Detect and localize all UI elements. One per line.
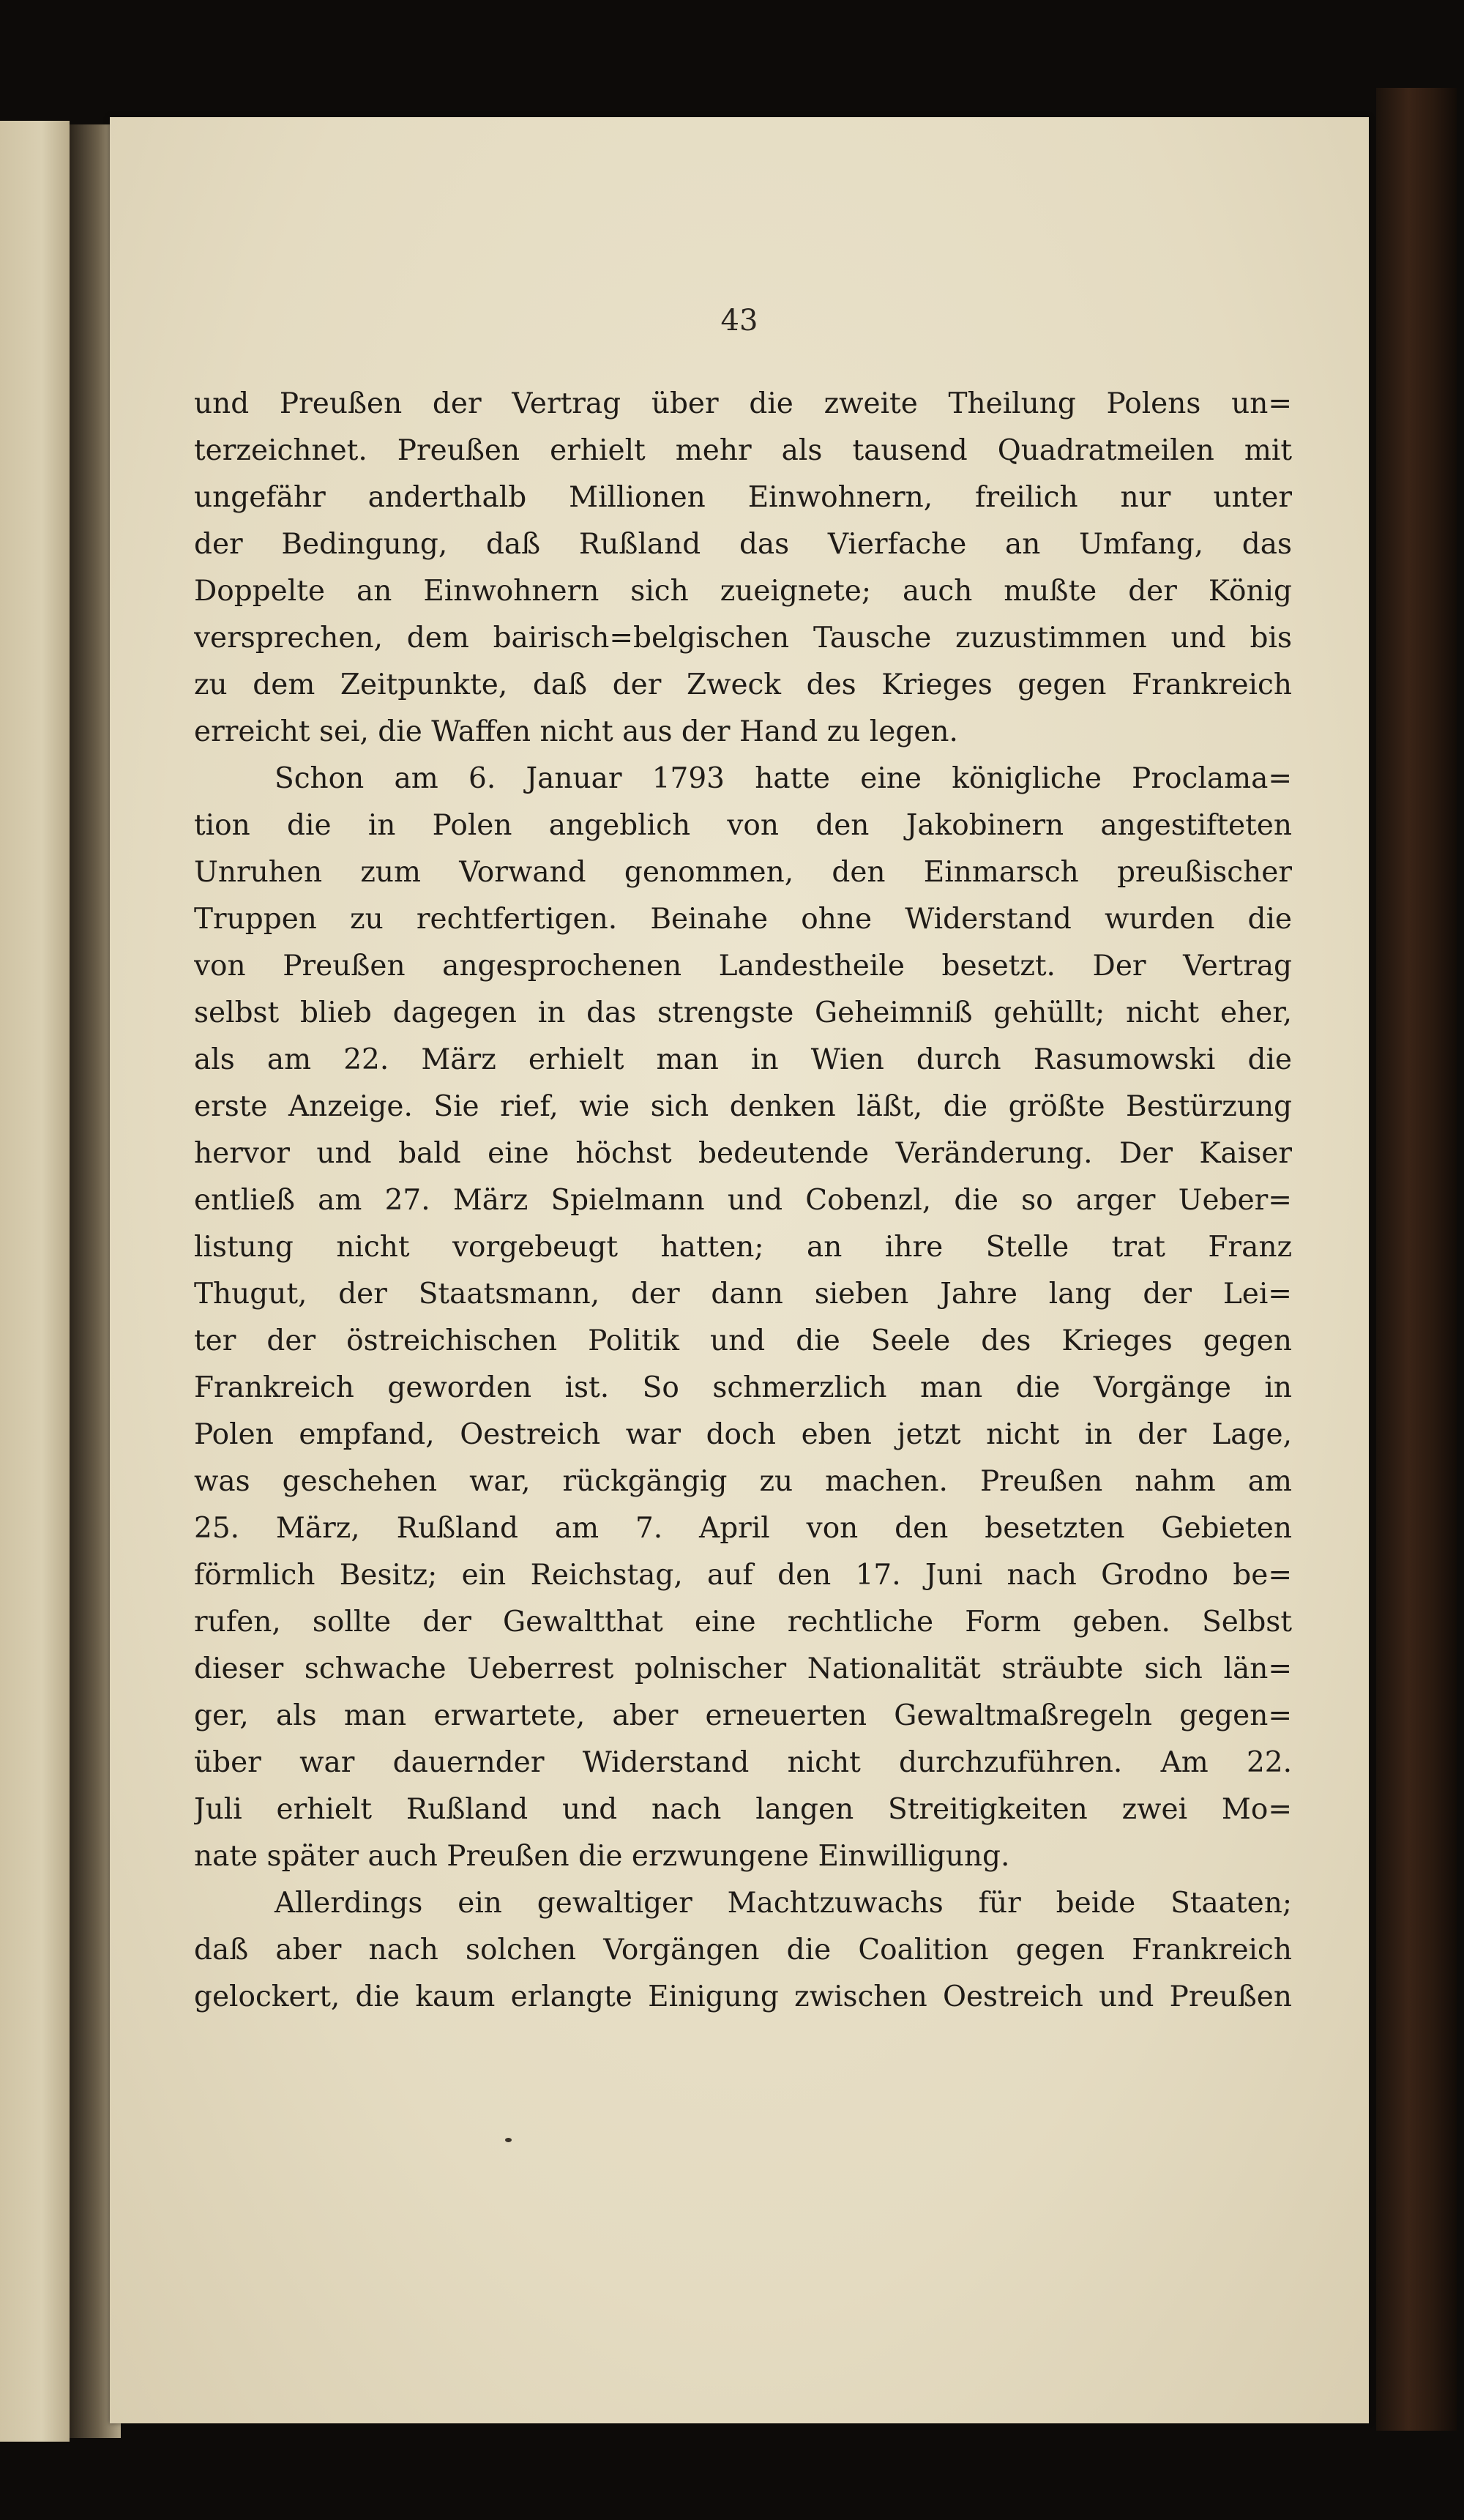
paragraph (194, 1880, 1292, 2021)
text-line: von Preußen angesprochenen Landestheile besetzt. Der Vertrag (194, 950, 1292, 983)
ink-speck (505, 2138, 512, 2142)
text-line: rufen, sollte der Gewaltthat eine rechtliche Form geben. Selbst (194, 1606, 1292, 1639)
text-line: Allerdings ein gewaltiger Machtzuwachs für beide Staaten; (274, 1887, 1292, 1920)
text-line: als am 22. März erhielt man in Wien durch Rasumowski die (194, 1043, 1292, 1076)
paragraph (194, 756, 1292, 1880)
page-number: 43 (720, 304, 758, 338)
text-line: der Bedingung, daß Rußland das Vierfache an Umfang, das (194, 528, 1292, 561)
text-line: Polen empfand, Oestreich war doch eben jetzt nicht in der Lage, (194, 1418, 1292, 1451)
text-line: förmlich Besitz; ein Reichstag, auf den 17. Juni nach Grodno be= (194, 1559, 1292, 1592)
text-line: Schon am 6. Januar 1793 hatte eine königliche Proclama= (274, 762, 1292, 795)
text-line: Frankreich geworden ist. So schmerzlich man die Vorgänge in (194, 1371, 1292, 1404)
text-line: ger, als man erwartete, aber erneuerten Gewaltmaßregeln gegen= (194, 1699, 1292, 1732)
text-line: terzeichnet. Preußen erhielt mehr als tausend Quadratmeilen mit (194, 434, 1292, 467)
book-page (110, 117, 1369, 2423)
text-line: entließ am 27. März Spielmann und Cobenzl, die so arger Ueber= (194, 1184, 1292, 1217)
text-line: Truppen zu rechtfertigen. Beinahe ohne Widerstand wurden die (194, 903, 1292, 936)
book-cover-edge (1376, 88, 1457, 2431)
text-line: daß aber nach solchen Vorgängen die Coalition gegen Frankreich (194, 1934, 1292, 1967)
text-line: tion die in Polen angeblich von den Jakobinern angestifteten (194, 809, 1292, 842)
text-line: versprechen, dem bairisch=belgischen Tausche zuzustimmen und bis (194, 622, 1292, 655)
text-line: listung nicht vorgebeugt hatten; an ihre Stelle trat Franz (194, 1231, 1292, 1264)
text-line: zu dem Zeitpunkte, daß der Zweck des Krieges gegen Frankreich (194, 668, 1292, 701)
text-line: Juli erhielt Rußland und nach langen Streitigkeiten zwei Mo= (194, 1793, 1292, 1826)
text-line: nate später auch Preußen die erzwungene Einwilligung. (194, 1840, 1010, 1873)
text-line: ter der östreichischen Politik und die Seele des Krieges gegen (194, 1324, 1292, 1357)
text-line: was geschehen war, rückgängig zu machen. Preußen nahm am (194, 1465, 1292, 1498)
text-line: Thugut, der Staatsmann, der dann sieben Jahre lang der Lei= (194, 1278, 1292, 1311)
text-line: 25. März, Rußland am 7. April von den besetzten Gebieten (194, 1512, 1292, 1545)
text-line: und Preußen der Vertrag über die zweite Theilung Polens un= (194, 387, 1292, 420)
text-line: über war dauernder Widerstand nicht durchzuführen. Am 22. (194, 1746, 1292, 1779)
body-text (194, 381, 1292, 2021)
facing-page-edge (0, 121, 70, 2442)
text-line: hervor und bald eine höchst bedeutende Veränderung. Der Kaiser (194, 1137, 1292, 1170)
text-line: Unruhen zum Vorwand genommen, den Einmarsch preußischer (194, 856, 1292, 889)
text-line: Doppelte an Einwohnern sich zueignete; auch mußte der König (194, 575, 1292, 608)
text-line: ungefähr anderthalb Millionen Einwohnern, freilich nur unter (194, 481, 1292, 514)
text-line: erreicht sei, die Waffen nicht aus der Hand zu legen. (194, 715, 958, 748)
text-line: dieser schwache Ueberrest polnischer Nationalität sträubte sich län= (194, 1652, 1292, 1685)
text-line: selbst blieb dagegen in das strengste Geheimniß gehüllt; nicht eher, (194, 996, 1292, 1029)
text-line: gelockert, die kaum erlangte Einigung zwischen Oestreich und Preußen (194, 1980, 1292, 2013)
text-line: erste Anzeige. Sie rief, wie sich denken läßt, die größte Bestürzung (194, 1090, 1292, 1123)
paragraph (194, 381, 1292, 756)
